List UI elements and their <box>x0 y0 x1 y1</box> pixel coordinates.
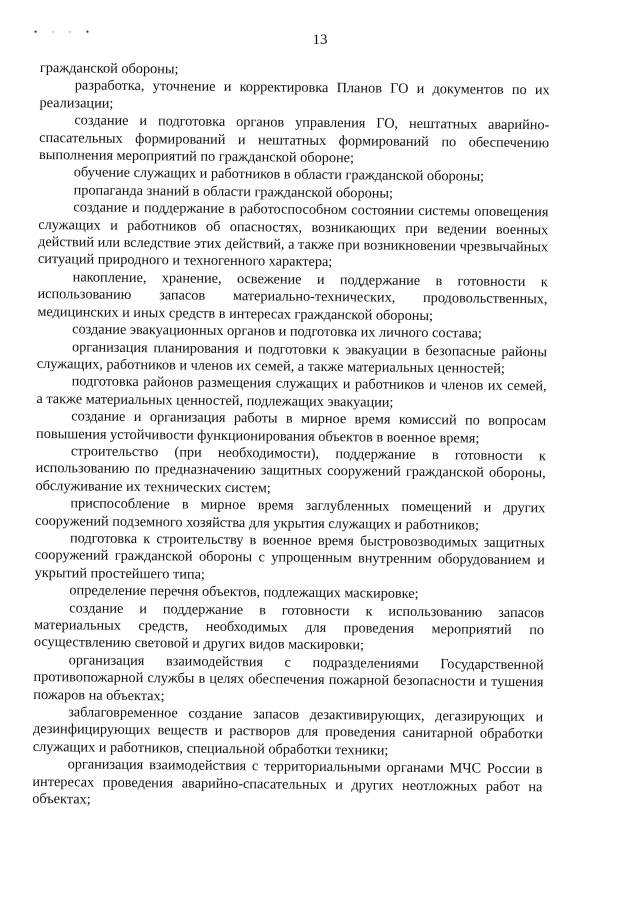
paragraph: пропаганда знаний в области гражданской обороны; <box>73 182 394 202</box>
paragraph: организация взаимодействия с подразделениями Государственной противопожарной службы в целях обеспечения пожарной безопасности и тушения пожаров на объектах; <box>33 652 544 704</box>
paragraph: накопление, хранение, освежение и поддержание в готовности к использованию запасов материально-технических, продовольственных, медицинских и иных средств в интересах гражданской обороны; <box>37 269 548 324</box>
paragraph: разработка, уточнение и корректировка Планов ГО и документов по их реализации; <box>39 77 550 112</box>
paragraph: создание и поддержание в готовности к использованию запасов материальных средств, необходимых для проведения мероприятий по осуществлению световой и других видов маскировки; <box>33 599 545 654</box>
scan-marks: • · · • <box>34 27 96 37</box>
paragraph: подготовка районов размещения служащих и работников и членов их семей, а также материальных ценностей, подлежащих эвакуации; <box>36 373 547 411</box>
paragraph: организация планирования и подготовки к эвакуации в безопасные районы служащих, работников и членов их семей, а также материальных ценностей; <box>36 338 548 377</box>
paragraph: создание и подготовка органов управления ГО, нештатных аварийно-спасательных формирований и нештатных формирований по обеспечению выполнения мероприятий по гражданской обороне; <box>38 112 550 167</box>
paragraph: гражданской обороны; <box>39 60 179 78</box>
document-body <box>32 60 550 814</box>
paragraph: создание эвакуационных органов и подготовка их личного состава; <box>72 321 482 342</box>
paragraph: подготовка к строительству в военное время быстровозводимых защитных сооружений гражданской обороны с упрощенным внутренним оборудованием и укрытий простейшего типа; <box>34 530 546 583</box>
page-number: 13 <box>312 32 328 48</box>
paragraph: определение перечня объектов, подлежащих маскировке; <box>69 582 419 603</box>
paragraph: организация взаимодействия с территориальными органами МЧС России в интересах проведения аварийно-спасательных и других неотложных работ на объектах; <box>32 756 543 808</box>
paragraph: заблаговременное создание запасов дезактивирующих, дегазирующих и дезинфицирующих веществ и растворов для проведения санитарной обработки служащих и работников, специальной обработки техники; <box>32 704 544 759</box>
paragraph: обучение служащих и работников в области гражданской обороны; <box>73 164 485 186</box>
paragraph: строительство (при необходимости), поддержание в готовности к использованию по предназначению защитных сооружений гражданской обороны, обслуживание их технических систем; <box>35 443 546 497</box>
paragraph: приспособление в мирное время заглубленных помещений и других сооружений подземного хозяйства для укрытия служащих и работников; <box>35 495 546 534</box>
paragraph: создание и поддержание в работоспособном состоянии системы оповещения служащих и работников об опасностях, возникающих при ведении военных действий или вследствие этих действий, а также при возникновении чрезвычайных ситуаций природного и техногенного характера; <box>37 199 549 271</box>
paragraph: создание и организация работы в мирное время комиссий по вопросам повышения устойчивости функционирования объектов в военное время; <box>36 408 547 447</box>
